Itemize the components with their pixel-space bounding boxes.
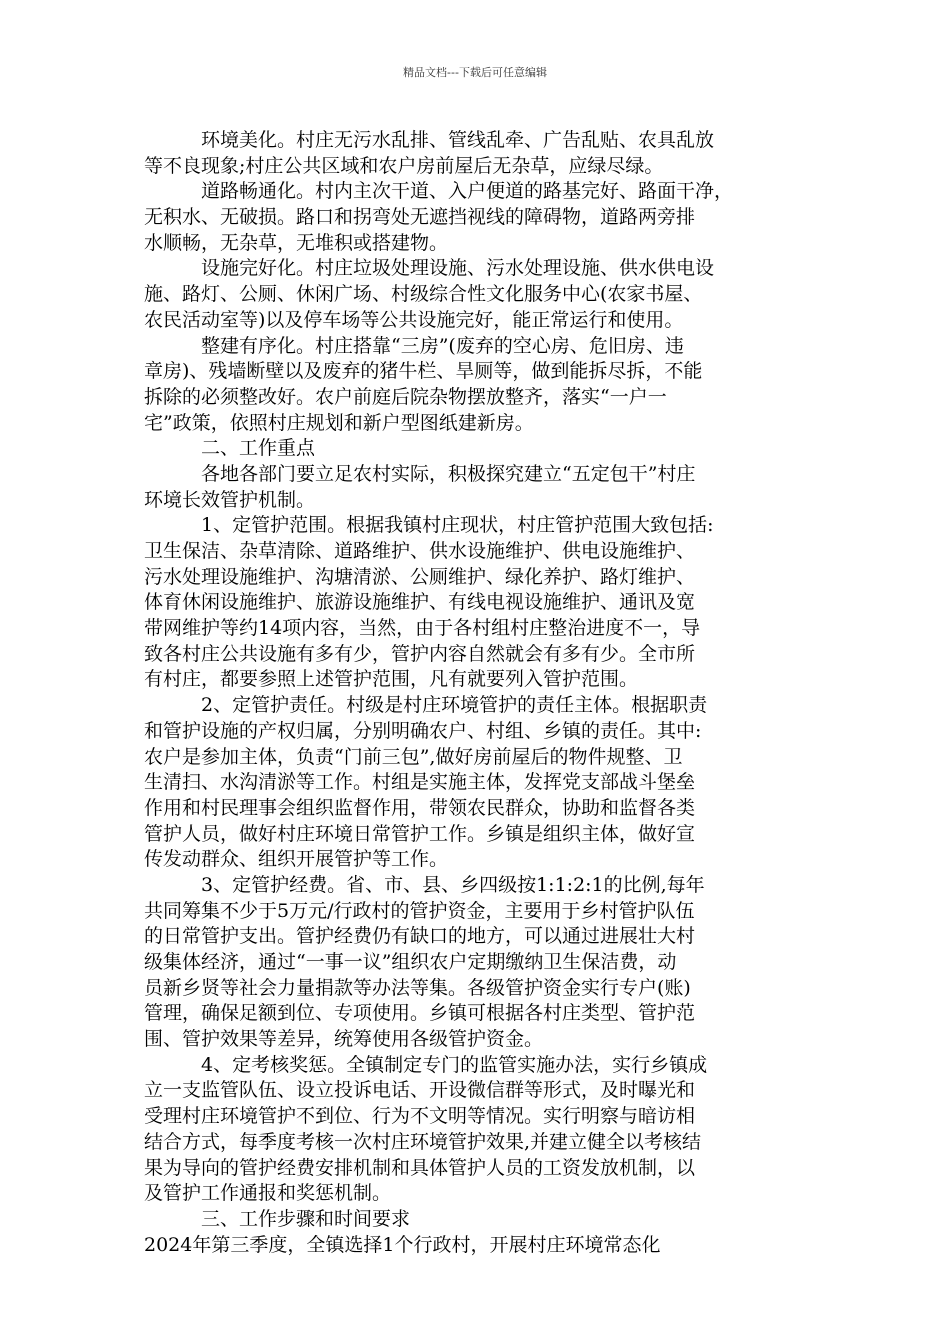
text-line: 的日常管护支出。管护经费仍有缺口的地方，可以通过进展壮大村 xyxy=(144,925,696,948)
text-line: 卫生保洁、杂草清除、道路维护、供水设施维护、供电设施维护、 xyxy=(144,540,696,562)
text-line: 立一支监管队伍、设立投诉电话、开设微信群等形式，及时曝光和 xyxy=(144,1079,696,1102)
text-line: 等不良现象;村庄公共区域和农户房前屋后无杂草，应绿尽绿。 xyxy=(144,154,664,177)
text-line: 和管护设施的产权归属，分别明确农户、村组、乡镇的责任。其中: xyxy=(144,719,702,742)
text-line: 管理，确保足额到位、专项使用。乡镇可根据各村庄类型、管护范 xyxy=(144,1002,696,1025)
text-line: 致各村庄公共设施有多有少，管护内容自然就会有多有少。全市所 xyxy=(144,642,696,665)
text-line: 员新乡贤等社会力量捐款等办法等集。各级管护资金实行专户(账) xyxy=(144,976,691,999)
text-line: 有村庄，都要参照上述管护范围，凡有就要列入管护范围。 xyxy=(144,668,639,691)
text-line: 各地各部门要立足农村实际，积极探究建立“五定包干”村庄 xyxy=(201,462,696,485)
text-line: 管护人员，做好村庄环境日常管护工作。乡镇是组织主体，做好宣 xyxy=(144,822,696,845)
text-line: 污水处理设施维护、沟塘清淤、公厕维护、绿化养护、路灯维护、 xyxy=(144,565,696,588)
text-line: 整建有序化。村庄搭靠“三房”(废弃的空心房、危旧房、违 xyxy=(201,334,684,357)
text-line: 受理村庄环境管护不到位、行为不文明等情况。实行明察与暗访相 xyxy=(144,1105,696,1128)
text-line: 果为导向的管护经费安排机制和具体管护人员的工资发放机制，以 xyxy=(144,1156,696,1179)
text-line: 作用和村民理事会组织监督作用，带领农民群众，协助和监督各类 xyxy=(144,796,696,819)
text-line: 农民活动室等)以及停车场等公共设施完好，能正常运行和使用。 xyxy=(144,308,684,331)
text-line: 设施完好化。村庄垃圾处理设施、污水处理设施、供水供电设 xyxy=(201,257,715,280)
text-line: 水顺畅，无杂草，无堆积或搭建物。 xyxy=(144,231,449,254)
text-line: 宅”政策，依照村庄规划和新户型图纸建新房。 xyxy=(144,411,534,434)
text-line: 章房)、残墙断壁以及废弃的猪牛栏、旱厕等，做到能拆尽拆，不能 xyxy=(144,360,703,383)
text-line: 农户是参加主体，负责“门前三包”,做好房前屋后的物件规整、卫 xyxy=(144,745,683,768)
text-line: 4、定考核奖惩。全镇制定专门的监管实施办法，实行乡镇成 xyxy=(201,1053,708,1076)
text-line: 环境长效管护机制。 xyxy=(144,488,316,511)
text-line: 2、定管护责任。村级是村庄环境管护的责任主体。根据职责 xyxy=(201,694,708,717)
text-line: 及管护工作通报和奖惩机制。 xyxy=(144,1182,392,1205)
text-line: 三、工作步骤和时间要求 xyxy=(201,1207,411,1230)
text-line: 1、定管护范围。根据我镇村庄现状，村庄管护范围大致包括: xyxy=(201,514,714,537)
text-line: 无积水、无破损。路口和拐弯处无遮挡视线的障碍物，道路两旁排 xyxy=(144,206,696,229)
text-line: 体育休闲设施维护、旅游设施维护、有线电视设施维护、通讯及宽 xyxy=(144,591,696,614)
page-header: 精品文档---下载后可任意编辑 xyxy=(403,66,547,79)
text-line: 围、管护效果等差异，统筹使用各级管护资金。 xyxy=(144,1028,544,1051)
text-line: 拆除的必须整改好。农户前庭后院杂物摆放整齐，落实“一户一 xyxy=(144,385,667,408)
text-line: 施、路灯、公厕、休闲广场、村级综合性文化服务中心(农家书屋、 xyxy=(144,283,703,306)
text-line: 二、工作重点 xyxy=(201,437,316,460)
document-body xyxy=(144,128,812,1258)
text-line: 3、定管护经费。省、市、县、乡四级按1:1:2:1的比例,每年 xyxy=(201,873,705,896)
text-line: 环境美化。村庄无污水乱排、管线乱牵、广告乱贴、农具乱放 xyxy=(201,129,715,151)
text-line: 带网维护等约14项内容，当然，由于各村组村庄整治进度不一，导 xyxy=(144,617,701,640)
text-line: 道路畅通化。村内主次干道、入户便道的路基完好、路面干净， xyxy=(201,180,734,203)
text-line: 结合方式，每季度考核一次村庄环境管护效果,并建立健全以考核结 xyxy=(144,1130,702,1153)
text-line: 生清扫、水沟清淤等工作。村组是实施主体，发挥党支部战斗堡垒 xyxy=(144,771,696,794)
text-line: 传发动群众、组织开展管护等工作。 xyxy=(144,848,449,871)
text-line: 共同筹集不少于5万元/行政村的管护资金，主要用于乡村管护队伍 xyxy=(144,899,695,922)
text-line: 2024年第三季度，全镇选择1个行政村，开展村庄环境常态化 xyxy=(144,1233,661,1256)
text-line: 级集体经济，通过“一事一议”组织农户定期缴纳卫生保洁费，动 xyxy=(144,951,677,973)
